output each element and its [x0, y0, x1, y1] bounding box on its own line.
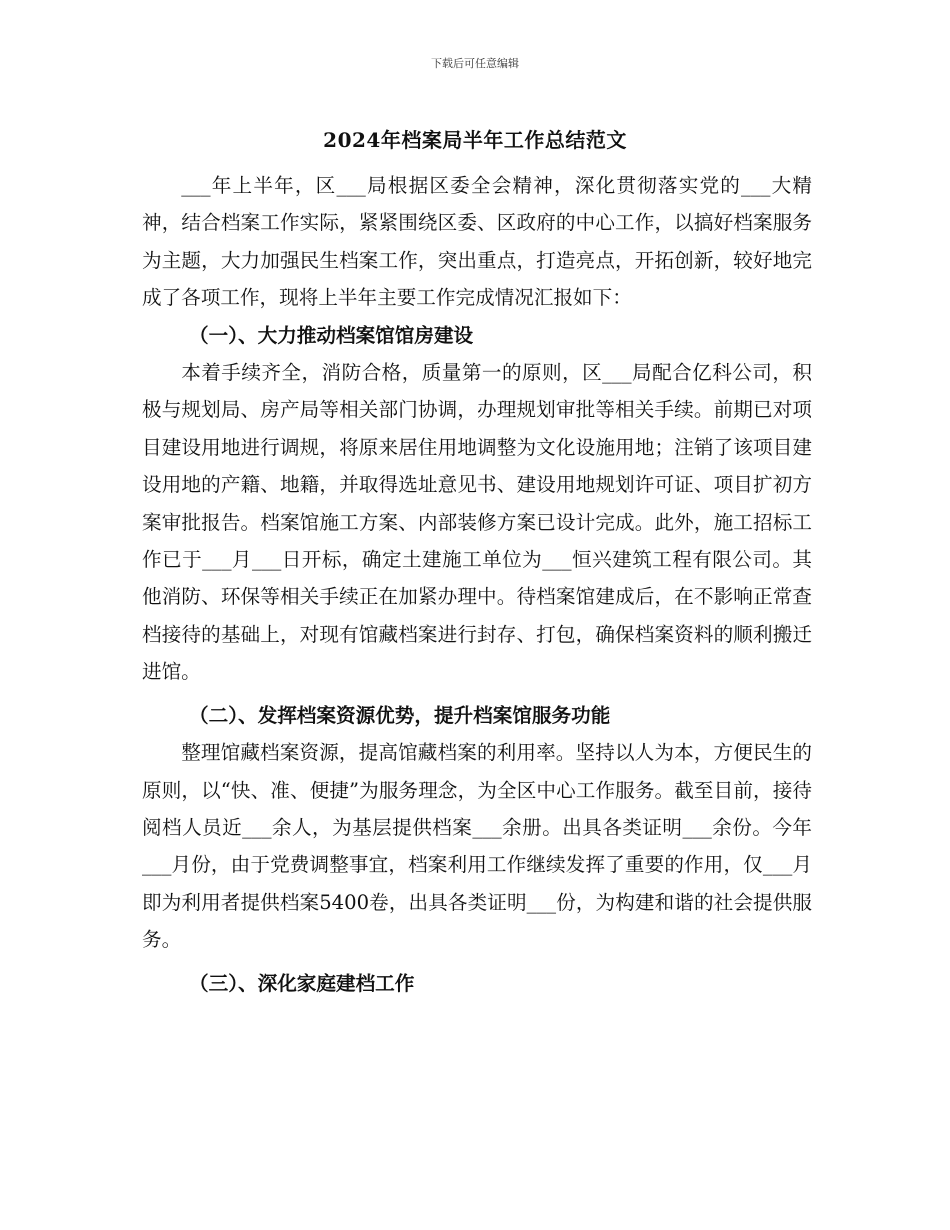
- section-heading-2: （二）、发挥档案资源优势，提升档案馆服务功能: [189, 703, 611, 727]
- intro-paragraph: ___年上半年，区___局根据区委全会精神，深化贯彻落实党的___大精神，结合档案工作实际，紧紧围绕区委、区政府的中心工作，以搞好档案服务为主题，大力加强民生档案工作，突出重点，打造亮点，开拓创新，较好地完成了各项工作，现将上半年主要工作完成情况汇报如下：: [142, 174, 812, 310]
- section-heading-3: （三）、深化家庭建档工作: [189, 971, 415, 995]
- header-note: 下载后可任意编辑: [431, 57, 519, 70]
- section-body-2: 整理馆藏档案资源，提高馆藏档案的利用率。坚持以人为本，方便民生的原则，以“快、准、便捷”为服务理念，为全区中心工作服务。截至目前，接待阅档人员近___余人，为基层提供档案___余册。出具各类证明___余份。今年___月份，由于党费调整事宜，档案利用工作继续发挥了重要的作用，仅___月即为利用者提供档案5400卷，出具各类证明___份，为构建和谐的社会提供服务。: [142, 741, 812, 952]
- document-title: 2024年档案局半年工作总结范文: [323, 128, 627, 152]
- section-body-1: 本着手续齐全，消防合格，质量第一的原则，区___局配合亿科公司，积极与规划局、房产局等相关部门协调，办理规划审批等相关手续。前期已对项目建设用地进行调规，将原来居住用地调整为文化设施用地；注销了该项目建设用地的产籍、地籍，并取得选址意见书、建设用地规划许可证、项目扩初方案审批报告。档案馆施工方案、内部装修方案已设计完成。此外，施工招标工作已于___月___日开标，确定土建施工单位为___恒兴建筑工程有限公司。其他消防、环保等相关手续正在加紧办理中。待档案馆建成后，在不影响正常查档接待的基础上，对现有馆藏档案进行封存、打包，确保档案资料的顺利搬迁进馆。: [142, 361, 812, 684]
- section-heading-1: （一）、大力推动档案馆馆房建设: [189, 323, 474, 347]
- document-body: [142, 167, 812, 1002]
